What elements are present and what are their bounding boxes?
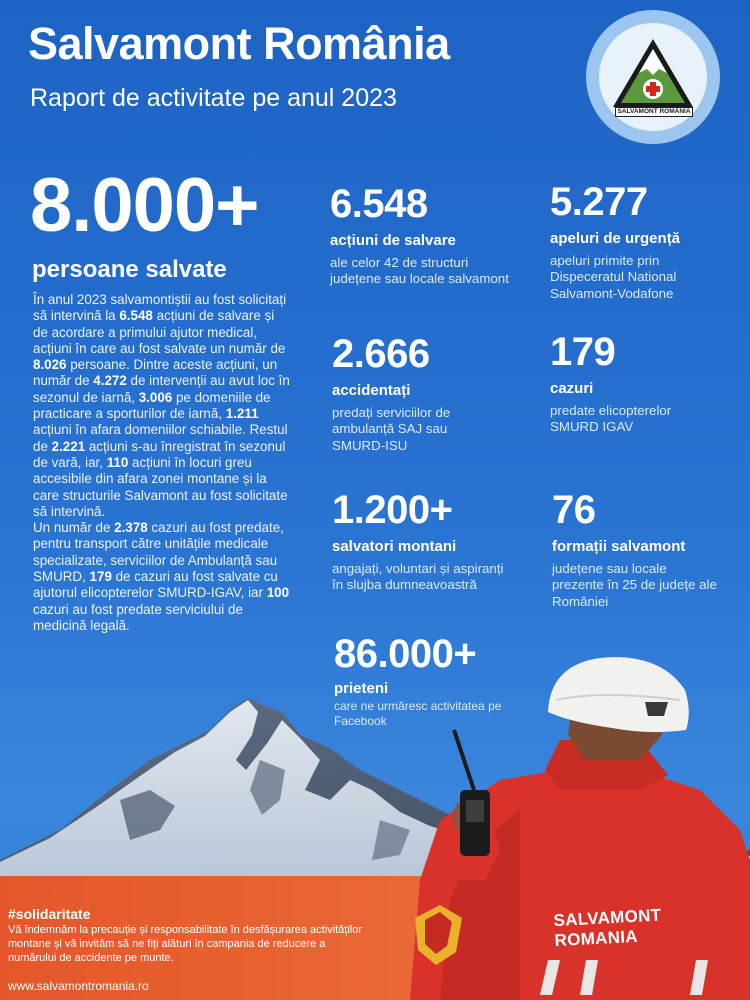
report-text-segment: acțiuni în locuri greu accesibile din afara zonei montane și la care structurile Salvamont au fost solicitate să intervină.	[33, 454, 288, 519]
report-highlight-number: 2.378	[114, 520, 148, 536]
report-highlight-number: 3.006	[138, 389, 173, 405]
stat-description: care ne urmăresc activitatea pe Facebook	[334, 699, 502, 728]
report-text-segment: acțiuni de salvare și de acordare a primului ajutor medical, acțiuni în care au fost salvate un număr de	[33, 308, 286, 356]
report-highlight-number: 6.548	[119, 308, 153, 324]
page-title: Salvamont România	[28, 18, 450, 69]
stat-friends	[334, 634, 514, 729]
salvamont-logo	[586, 10, 720, 144]
logo-text: SALVAMONT ROMÂNIA	[615, 107, 693, 117]
stat-description: predate elicopterelor SMURD IGAV	[550, 403, 672, 435]
stat-formations	[552, 490, 722, 610]
stat-description: predați serviciilor de ambulanță SAJ sau SMURD-ISU	[332, 405, 451, 453]
stat-label: acțiuni de salvare	[330, 232, 456, 249]
report-highlight-number: 100	[266, 585, 290, 601]
stat-injured	[332, 334, 502, 454]
stat-number: 1.200+	[332, 488, 453, 532]
stat-number: 6.548	[330, 182, 428, 226]
report-text-segment: Un număr de	[33, 520, 115, 536]
website-link[interactable]: www.salvamontromania.ro	[8, 979, 149, 993]
stat-description: ale celor 42 de structuri județene sau locale salvamont	[330, 255, 509, 287]
stat-number: 179	[550, 330, 616, 374]
report-text-segment: acțiuni în afara domeniilor schiabile. Restul de	[33, 422, 288, 454]
report-text-segment: de intervenții au avut loc în sezonul de iarnă,	[33, 373, 290, 405]
stat-label: cazuri	[550, 380, 594, 397]
stat-cases	[550, 332, 720, 436]
stat-number: 86.000+	[334, 632, 477, 676]
report-text-segment: acțiuni s-au înregistrat în sezonul de vară, iar,	[33, 438, 286, 470]
report-text-segment: persoane. Dintre aceste acțiuni, un număr de	[33, 357, 278, 389]
stat-label: salvatori montani	[332, 538, 457, 555]
report-paragraph	[33, 292, 291, 634]
stat-label: formații salvamont	[552, 538, 686, 555]
persons-saved-label: persoane salvate	[32, 256, 227, 283]
stat-rescuers	[332, 490, 512, 594]
stat-number: 5.277	[550, 180, 648, 224]
stat-number: 76	[552, 488, 596, 532]
stat-label: apeluri de urgență	[550, 230, 681, 247]
persons-saved-number: 8.000+	[30, 163, 259, 248]
report-highlight-number: 179	[89, 569, 112, 585]
report-text-segment: pe domeniile de practicare a sporturilor de iarnă,	[33, 389, 271, 422]
stat-label: accidentați	[332, 382, 411, 399]
stat-description: județene sau locale prezente în 25 de județe ale României	[552, 561, 717, 609]
report-highlight-number: 4.272	[93, 373, 127, 389]
page-subtitle: Raport de activitate pe anul 2023	[30, 84, 397, 112]
report-text-segment: cazuri au fost predate serviciului de medicină legală.	[33, 601, 243, 633]
report-highlight-number: 110	[106, 454, 129, 470]
hashtag-solidaritate[interactable]: #solidaritate	[8, 906, 91, 922]
stat-number: 2.666	[332, 332, 430, 376]
report-highlight-number: 8.026	[33, 357, 67, 373]
stat-label: prieteni	[334, 680, 389, 697]
report-highlight-number: 2.221	[51, 438, 86, 454]
appeal-text: Vă îndemnăm la precauție și responsabilitate în desfășurarea activităților montane și vă invităm să ne fiți alături în campania de reducere a numărului de accidente pe munte.	[8, 924, 363, 964]
report-text-segment: de cazuri au fost salvate cu ajutorul elicopterelor SMURD-IGAV, iar	[33, 569, 278, 601]
stat-description: angajați, voluntari și aspiranți în slujba dumneavoastră	[332, 561, 504, 593]
report-text-segment: În anul 2023 salvamontiștii au fost solicitați să intervină la	[33, 292, 287, 324]
report-highlight-number: 1.211	[225, 406, 259, 422]
report-text-segment: cazuri au fost predate, pentru transport către unitățile medicale specializate, serviciilor de Ambulanță sau SMURD,	[33, 520, 284, 585]
jacket-lettering: SALVAMONT ROMANIA	[553, 905, 662, 951]
stat-calls	[550, 182, 720, 302]
stat-description: apeluri primite prin Dispeceratul National Salvamont-Vodafone	[550, 253, 677, 301]
stat-rescues	[330, 184, 510, 288]
